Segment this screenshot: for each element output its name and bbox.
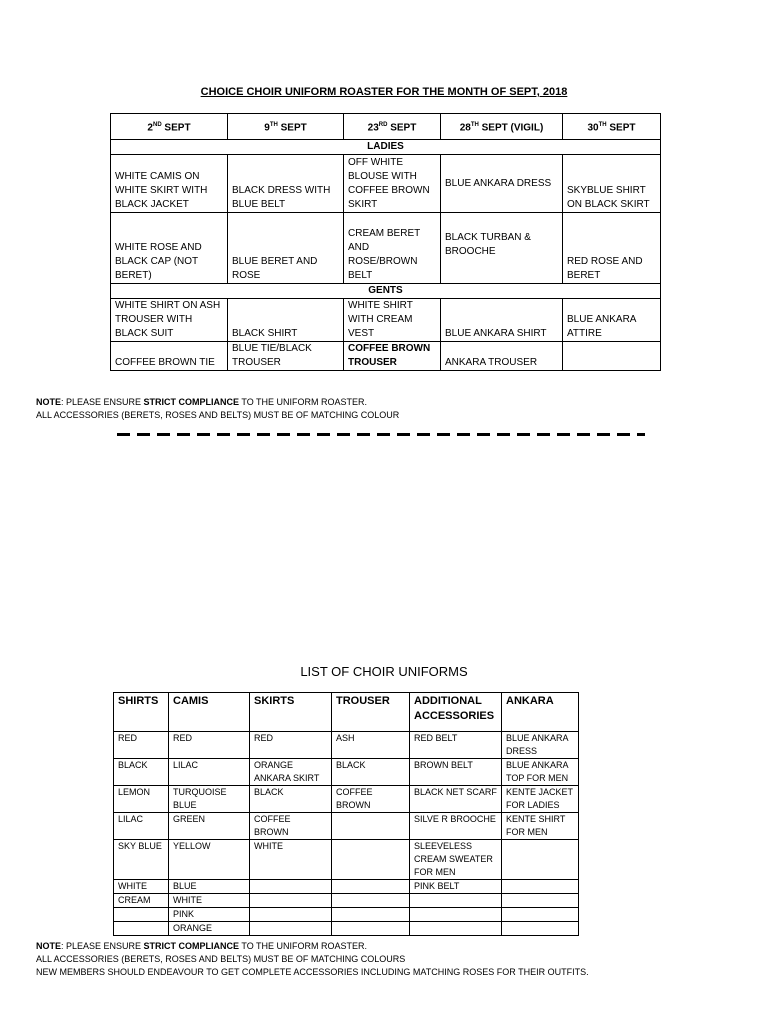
uniform-cell: COFFEE BROWN [332, 786, 410, 813]
uniform-cell: LILAC [169, 759, 250, 786]
roster-cell: BLACK SHIRT [228, 299, 344, 342]
note-line: NOTE: PLEASE ENSURE STRICT COMPLIANCE TO THE UNIFORM ROASTER. [36, 941, 368, 951]
uniform-cell [250, 922, 332, 936]
roster-date-header: 28TH SEPT (VIGIL) [441, 114, 563, 140]
uniform-cell: COFFEE BROWN [250, 813, 332, 840]
uniform-row [114, 732, 579, 759]
uniform-cell: PINK BELT [410, 880, 502, 894]
uniform-cell: BLACK [332, 759, 410, 786]
uniform-cell: SILVE R BROOCHE [410, 813, 502, 840]
uniform-cell [332, 922, 410, 936]
uniform-cell [502, 880, 579, 894]
uniform-row [114, 840, 579, 880]
uniform-cell: RED [250, 732, 332, 759]
uniform-list-title: LIST OF CHOIR UNIFORMS [300, 664, 468, 679]
uniform-cell [250, 880, 332, 894]
gents-row [111, 342, 661, 371]
uniform-column-header: TROUSER [332, 693, 410, 732]
choir-uniforms-table [113, 692, 579, 936]
uniform-cell [114, 922, 169, 936]
uniform-column-header: ANKARA [502, 693, 579, 732]
roster-cell: OFF WHITE BLOUSE WITH COFFEE BROWN SKIRT [344, 155, 441, 213]
uniform-cell [114, 908, 169, 922]
uniform-table-body [114, 732, 579, 936]
uniform-cell: LILAC [114, 813, 169, 840]
uniform-cell: KENTE SHIRT FOR MEN [502, 813, 579, 840]
dashed-separator [117, 433, 645, 436]
uniform-cell [332, 894, 410, 908]
uniform-cell: SKY BLUE [114, 840, 169, 880]
uniform-row [114, 922, 579, 936]
uniform-row [114, 908, 579, 922]
gents-row [111, 299, 661, 342]
uniform-column-header: ADDITIONAL ACCESSORIES [410, 693, 502, 732]
uniform-cell: ORANGE ANKARA SKIRT [250, 759, 332, 786]
uniform-cell [332, 840, 410, 880]
uniform-cell [502, 908, 579, 922]
uniform-cell [410, 894, 502, 908]
roster-cell: BLUE ANKARA DRESS [441, 155, 563, 213]
roster-cell: WHITE ROSE AND BLACK CAP (NOT BERET) [111, 213, 228, 284]
gents-section-label: GENTS [111, 284, 661, 299]
roster-cell: BLACK DRESS WITH BLUE BELT [228, 155, 344, 213]
uniform-cell: RED BELT [410, 732, 502, 759]
roster-cell: SKYBLUE SHIRT ON BLACK SKIRT [563, 155, 661, 213]
roster-cell: BLUE TIE/BLACK TROUSER [228, 342, 344, 371]
roster-cell: BLACK TURBAN & BROOCHE [441, 213, 563, 284]
uniform-row [114, 894, 579, 908]
uniform-cell [502, 922, 579, 936]
roster-title: CHOICE CHOIR UNIFORM ROASTER FOR THE MONTH OF SEPT, 2018 [200, 86, 568, 98]
roster-cell [563, 342, 661, 371]
uniform-cell [502, 840, 579, 880]
uniform-cell [410, 922, 502, 936]
roster-cell: ANKARA TROUSER [441, 342, 563, 371]
uniform-cell: BLUE [169, 880, 250, 894]
uniform-cell [410, 908, 502, 922]
uniform-column-header: SKIRTS [250, 693, 332, 732]
roster-cell: BLUE ANKARA SHIRT [441, 299, 563, 342]
uniform-cell: PINK [169, 908, 250, 922]
roster-cell: WHITE SHIRT ON ASH TROUSER WITH BLACK SUIT [111, 299, 228, 342]
roster-cell: WHITE SHIRT WITH CREAM VEST [344, 299, 441, 342]
note-line: ALL ACCESSORIES (BERETS, ROSES AND BELTS) MUST BE OF MATCHING COLOUR [36, 410, 400, 420]
uniform-cell: BROWN BELT [410, 759, 502, 786]
uniform-cell: BLACK NET SCARF [410, 786, 502, 813]
roster-cell: BLUE ANKARA ATTIRE [563, 299, 661, 342]
uniform-cell: GREEN [169, 813, 250, 840]
uniform-roster-table [110, 113, 661, 371]
uniform-cell: RED [114, 732, 169, 759]
uniform-row [114, 880, 579, 894]
uniform-cell: BLACK [114, 759, 169, 786]
uniform-cell: KENTE JACKET FOR LADIES [502, 786, 579, 813]
uniform-cell: TURQUOISE BLUE [169, 786, 250, 813]
uniform-cell [250, 908, 332, 922]
roster-note [36, 396, 399, 422]
uniform-row [114, 813, 579, 840]
uniform-cell: ASH [332, 732, 410, 759]
roster-cell: COFFEE BROWN TIE [111, 342, 228, 371]
uniform-cell: SLEEVELESS CREAM SWEATER FOR MEN [410, 840, 502, 880]
note-line: NEW MEMBERS SHOULD ENDEAVOUR TO GET COMPLETE ACCESSORIES INCLUDING MATCHING ROSES FOR THEIR OUTFITS. [36, 967, 589, 977]
uniform-cell: CREAM [114, 894, 169, 908]
roster-cell: BLUE BERET AND ROSE [228, 213, 344, 284]
roster-date-header: 9TH SEPT [228, 114, 344, 140]
ladies-section-label: LADIES [111, 140, 661, 155]
uniform-cell [332, 813, 410, 840]
roster-date-header: 23RD SEPT [344, 114, 441, 140]
uniform-column-header: CAMIS [169, 693, 250, 732]
uniform-row [114, 759, 579, 786]
uniform-cell: BLACK [250, 786, 332, 813]
uniform-cell: BLUE ANKARA TOP FOR MEN [502, 759, 579, 786]
uniform-note [36, 940, 589, 979]
note-line: ALL ACCESSORIES (BERETS, ROSES AND BELTS) MUST BE OF MATCHING COLOURS [36, 954, 406, 964]
roster-cell: COFFEE BROWN TROUSER [344, 342, 441, 371]
uniform-cell [332, 880, 410, 894]
note-line: NOTE: PLEASE ENSURE STRICT COMPLIANCE TO THE UNIFORM ROASTER. [36, 397, 368, 407]
ladies-row [111, 213, 661, 284]
uniform-cell [332, 908, 410, 922]
roster-date-header: 30TH SEPT [563, 114, 661, 140]
uniform-cell: WHITE [114, 880, 169, 894]
uniform-row [114, 786, 579, 813]
uniform-cell [250, 894, 332, 908]
roster-header-row [111, 114, 661, 140]
uniform-header-row [114, 693, 579, 732]
uniform-cell [502, 894, 579, 908]
roster-cell: RED ROSE AND BERET [563, 213, 661, 284]
roster-date-header: 2ND SEPT [111, 114, 228, 140]
uniform-cell: ORANGE [169, 922, 250, 936]
roster-cell: WHITE CAMIS ON WHITE SKIRT WITH BLACK JACKET [111, 155, 228, 213]
uniform-cell: WHITE [169, 894, 250, 908]
uniform-cell: LEMON [114, 786, 169, 813]
uniform-column-header: SHIRTS [114, 693, 169, 732]
roster-cell: CREAM BERET AND ROSE/BROWN BELT [344, 213, 441, 284]
uniform-cell: YELLOW [169, 840, 250, 880]
uniform-cell: WHITE [250, 840, 332, 880]
ladies-row [111, 155, 661, 213]
uniform-cell: RED [169, 732, 250, 759]
uniform-cell: BLUE ANKARA DRESS [502, 732, 579, 759]
